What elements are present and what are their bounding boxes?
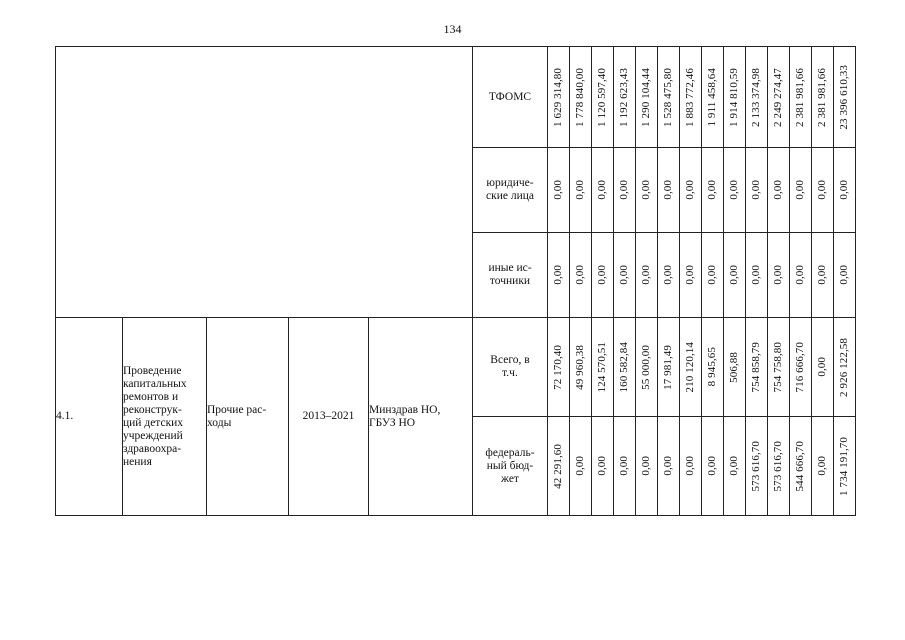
value-text: 72 170,40 [552,344,564,390]
table-row [56,47,856,148]
value-text: 2 381 981,66 [794,67,806,127]
top-row-2-value-10 [746,148,768,233]
top-row-2-value-9 [724,148,746,233]
top-row-3-value-6 [658,233,680,318]
value-text: 23 396 610,33 [838,64,850,130]
top-row-2-value-1 [548,148,570,233]
item-row-1-value-6 [658,318,680,417]
value-text: 1 290 104,44 [640,67,652,127]
item-row-2-value-10 [746,417,768,516]
value-text: 716 666,70 [794,341,806,393]
value-text: 0,00 [640,456,652,476]
value-text: 49 960,38 [574,344,586,390]
top-row-2-value-14 [834,148,856,233]
value-text: 2 926 122,58 [838,337,850,397]
funding-source: иные ис- точники [473,233,548,318]
top-row-3-value-8 [702,233,724,318]
top-row-1-value-1 [548,47,570,148]
top-row-1-value-9 [724,47,746,148]
value-text: 0,00 [838,180,850,200]
top-row-2-value-5 [636,148,658,233]
value-text: 0,00 [684,180,696,200]
top-row-3-value-14 [834,233,856,318]
top-row-2-value-7 [680,148,702,233]
value-text: 0,00 [706,180,718,200]
value-text: 0,00 [574,456,586,476]
value-text: 0,00 [684,265,696,285]
value-text: 55 000,00 [640,344,652,390]
top-row-3-value-12 [790,233,812,318]
value-text: 0,00 [596,180,608,200]
item-row-1-value-4 [614,318,636,417]
item-period: 2013–2021 [289,318,369,516]
value-text: 544 666,70 [794,440,806,492]
top-row-2-value-13 [812,148,834,233]
value-text: 0,00 [596,456,608,476]
item-row-1-value-7 [680,318,702,417]
item-row-2-value-2 [570,417,592,516]
item-row-1-value-12 [790,318,812,417]
item-row-1-value-5 [636,318,658,417]
top-row-1-value-7 [680,47,702,148]
financing-table [55,46,856,516]
value-text: 506,88 [728,351,740,383]
top-row-3-value-11 [768,233,790,318]
item-category: Прочие рас- ходы [207,318,289,516]
top-row-2-value-2 [570,148,592,233]
value-text: 0,00 [750,265,762,285]
value-text: 0,00 [662,265,674,285]
item-row-1-value-11 [768,318,790,417]
item-row-1-value-3 [592,318,614,417]
item-row-2-value-12 [790,417,812,516]
value-text: 0,00 [574,265,586,285]
value-text: 1 883 772,46 [684,67,696,127]
value-text: 754 858,79 [750,341,762,393]
top-row-2-value-6 [658,148,680,233]
value-text: 42 291,60 [552,443,564,489]
value-text: 754 758,80 [772,341,784,393]
top-row-3-value-7 [680,233,702,318]
value-text: 0,00 [618,265,630,285]
item-row-2-value-11 [768,417,790,516]
item-row-2-value-4 [614,417,636,516]
item-row-2-value-13 [812,417,834,516]
value-text: 0,00 [838,265,850,285]
item-row-2-value-14 [834,417,856,516]
top-row-2-value-4 [614,148,636,233]
item-row-2-value-5 [636,417,658,516]
funding-source: ТФОМС [473,47,548,148]
value-text: 1 911 458,64 [706,67,718,127]
value-text: 2 381 981,66 [816,67,828,127]
value-text: 0,00 [706,456,718,476]
value-text: 1 120 597,40 [596,67,608,127]
top-row-3-value-4 [614,233,636,318]
item-row-1-value-13 [812,318,834,417]
item-row-1-value-9 [724,318,746,417]
top-row-3-value-9 [724,233,746,318]
item-row-2-value-1 [548,417,570,516]
item-row-1-value-1 [548,318,570,417]
value-text: 0,00 [794,265,806,285]
item-row-1-value-14 [834,318,856,417]
value-text: 0,00 [794,180,806,200]
top-row-1-value-11 [768,47,790,148]
top-row-1-value-4 [614,47,636,148]
value-text: 0,00 [640,265,652,285]
value-text: 0,00 [596,265,608,285]
item-row-1-value-10 [746,318,768,417]
value-text: 210 120,14 [684,341,696,393]
top-row-1-value-14 [834,47,856,148]
top-row-1-value-5 [636,47,658,148]
value-text: 0,00 [618,180,630,200]
item-row-2-value-7 [680,417,702,516]
funding-source: юридиче- ские лица [473,148,548,233]
top-row-3-value-3 [592,233,614,318]
value-text: 124 570,51 [596,341,608,393]
top-row-3-value-2 [570,233,592,318]
value-text: 0,00 [728,456,740,476]
top-row-1-value-12 [790,47,812,148]
value-text: 1 778 840,00 [574,67,586,127]
top-row-1-value-8 [702,47,724,148]
top-row-1-value-13 [812,47,834,148]
value-text: 0,00 [706,265,718,285]
value-text: 8 945,65 [706,347,718,387]
value-text: 1 629 314,80 [552,67,564,127]
value-text: 0,00 [618,456,630,476]
top-row-3-value-13 [812,233,834,318]
value-text: 1 192 623,43 [618,67,630,127]
item-row-1-value-2 [570,318,592,417]
value-text: 573 616,70 [772,440,784,492]
top-row-1-value-6 [658,47,680,148]
item-code: 4.1. [56,318,123,516]
item-row-2-value-8 [702,417,724,516]
funding-source: федераль- ный бюд- жет [473,417,548,516]
value-text: 17 981,49 [662,344,674,390]
top-row-3-value-5 [636,233,658,318]
value-text: 160 582,84 [618,341,630,393]
value-text: 0,00 [750,180,762,200]
value-text: 0,00 [728,265,740,285]
top-row-1-value-2 [570,47,592,148]
top-row-2-value-8 [702,148,724,233]
top-row-2-value-3 [592,148,614,233]
item-row-2-value-6 [658,417,680,516]
value-text: 2 249 274,47 [772,67,784,127]
top-row-1-value-10 [746,47,768,148]
value-text: 0,00 [574,180,586,200]
value-text: 0,00 [552,265,564,285]
funding-source: Всего, в т.ч. [473,318,548,417]
merged-blank-cell [56,47,473,318]
top-row-1-value-3 [592,47,614,148]
value-text: 0,00 [662,456,674,476]
value-text: 0,00 [640,180,652,200]
value-text: 1 734 191,70 [838,436,850,496]
table-row [56,318,856,417]
page-number: 134 [443,22,462,36]
value-text: 0,00 [816,180,828,200]
item-row-2-value-3 [592,417,614,516]
value-text: 1 528 475,80 [662,67,674,127]
top-row-2-value-11 [768,148,790,233]
value-text: 573 616,70 [750,440,762,492]
top-row-3-value-10 [746,233,768,318]
top-row-2-value-12 [790,148,812,233]
value-text: 0,00 [772,265,784,285]
value-text: 1 914 810,59 [728,67,740,127]
value-text: 0,00 [816,456,828,476]
item-row-1-value-8 [702,318,724,417]
value-text: 2 133 374,98 [750,67,762,127]
value-text: 0,00 [772,180,784,200]
value-text: 0,00 [552,180,564,200]
value-text: 0,00 [684,456,696,476]
top-row-3-value-1 [548,233,570,318]
value-text: 0,00 [662,180,674,200]
value-text: 0,00 [728,180,740,200]
item-executor: Минздрав НО, ГБУЗ НО [369,318,473,516]
value-text: 0,00 [816,357,828,377]
value-text: 0,00 [816,265,828,285]
item-name: Проведение капитальных ремонтов и реконструк- ций детских учреждений здравоохра- нения [123,318,207,516]
item-row-2-value-9 [724,417,746,516]
